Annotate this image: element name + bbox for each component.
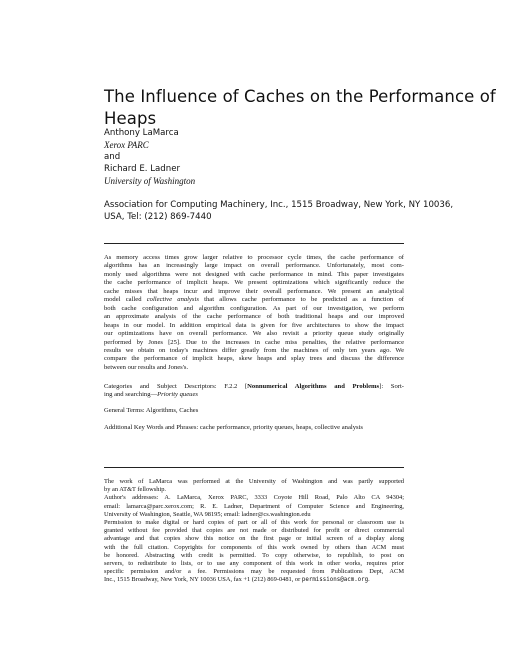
abstract-line: cache misses that heaps incur and improve their overall performance. We present an analytical — [104, 287, 404, 295]
author-name: Richard E. Ladner — [104, 164, 181, 174]
abstract-line: As memory access times grow larger relative to processor cycle times, the cache performance of — [104, 254, 404, 261]
footnote-line: The work of LaMarca was performed at the University of Washington and was partly supported — [104, 478, 404, 485]
general-terms — [104, 407, 404, 415]
author-conjunction: and — [104, 152, 121, 162]
footnote-line: University of Washington, Seattle, WA 98195; email: ladner@cs.washington.edu — [104, 510, 311, 518]
abstract-line: an approximate analysis of the cache performance of both traditional heaps and our improved — [104, 313, 404, 321]
title-line-1: The Influence of Caches on the Performance of — [104, 87, 496, 106]
abstract-line — [104, 296, 404, 304]
subject-descriptors — [104, 383, 404, 400]
descriptor-emphasis: Priority queues — [157, 391, 198, 399]
descriptor-bold: Nonnumerical Algorithms and Problems — [247, 383, 380, 390]
author-affiliation: Xerox PARC — [104, 140, 149, 150]
footnote-line: Permission to make digital or hard copies of part or all of this work for personal or classroom use is — [104, 519, 404, 527]
descriptor-text: ]: Sort- — [379, 383, 404, 390]
footnote-line: by an AT&T fellowship. — [104, 486, 167, 494]
abstract-text: model called — [104, 296, 147, 304]
footnote-line: granted without fee provided that copies are not made or distributed for profit or direct commercial — [104, 527, 404, 535]
abstract-line: our optimizations have on overall performance. We also revisit a priority queue study originally — [104, 330, 404, 338]
abstract-line: results we obtain on today's machines differ greatly from the machines of only ten years ago. We — [104, 346, 404, 354]
author-block — [104, 127, 195, 187]
abstract — [104, 254, 404, 372]
abstract-line: algorithms has an increasingly large impact on overall performance. Unfortunately, most com- — [104, 262, 404, 270]
footnote-text: Inc., 1515 Broadway, New York, NY 10036 USA, fax +1 (212) 869-0481, or — [104, 576, 302, 584]
footnote-text: . — [368, 576, 370, 584]
footnote-line: with the full citation. Copyrights for components of this work owned by others than ACM must — [104, 543, 404, 551]
abstract-top-rule — [104, 243, 404, 244]
abstract-line: between our results and Jones's. — [104, 363, 189, 371]
keywords — [104, 424, 404, 432]
footnote-line: be honored. Abstracting with credit is permitted. To copy otherwise, to republish, to post on — [104, 551, 404, 559]
abstract-line: the cache performance of implicit heaps. We present optimizations which significantly reduce the — [104, 279, 404, 287]
footnote-line: specific permission and/or a fee. Permissions may be requested from Publications Dept, ACM — [104, 568, 404, 576]
abstract-text: that allows cache performance to be predicted as a function of — [198, 296, 404, 304]
title-line-2: Heaps — [104, 109, 157, 128]
footnote-line: servers, to redistribute to lists, or to use any component of this work in other works, requires prior — [104, 560, 404, 568]
abstract-line: monly used algorithms were not designed with cache performance in mind. This paper investigates — [104, 270, 404, 278]
abstract-line: compare the performance of implicit heaps, skew heaps and splay trees and discuss the difference — [104, 355, 404, 363]
footnote-line: advantage and that copies show this notice on the first page or initial screen of a display along — [104, 535, 404, 543]
footnote-line — [104, 576, 404, 584]
publisher-line: USA, Tel: (212) 869-7440 — [104, 212, 212, 222]
author-name: Anthony LaMarca — [104, 128, 179, 138]
footnote — [104, 478, 404, 585]
descriptor-text: Categories and Subject Descriptors: F.2.2 [ — [104, 383, 248, 390]
publisher-notice — [104, 199, 453, 223]
general-terms-line: General Terms: Algorithms, Caches — [104, 407, 199, 414]
descriptor-line — [104, 383, 404, 391]
email-address: permissions@acm.org — [301, 577, 369, 584]
footnote-line: email: lamarca@parc.xerox.com; R. E. Ladner, Department of Computer Science and Engineering, — [104, 502, 404, 510]
abstract-line: performed by Jones [25]. Due to the increases in cache miss penalties, the relative performance — [104, 338, 404, 346]
abstract-line: both cache configuration and algorithm configuration. As part of our investigation, we perform — [104, 304, 404, 312]
abstract-emphasis: collective analysis — [146, 296, 199, 304]
paper-title — [104, 86, 496, 130]
descriptor-text: ing and searching— — [104, 391, 158, 399]
abstract-line: heaps in our model. In addition empirical data is given for five architectures to show the impact — [104, 321, 404, 329]
descriptor-line — [104, 391, 404, 399]
footnote-line: Author's addresses: A. LaMarca, Xerox PARC, 3333 Coyote Hill Road, Palo Alto CA 94304; — [104, 494, 404, 502]
keywords-line: Additional Key Words and Phrases: cache performance, priority queues, heaps, collective analysis — [104, 424, 363, 431]
author-affiliation: University of Washington — [104, 176, 196, 186]
footnote-rule — [104, 467, 404, 468]
publisher-line: Association for Computing Machinery, Inc., 1515 Broadway, New York, NY 10036, — [104, 200, 454, 210]
